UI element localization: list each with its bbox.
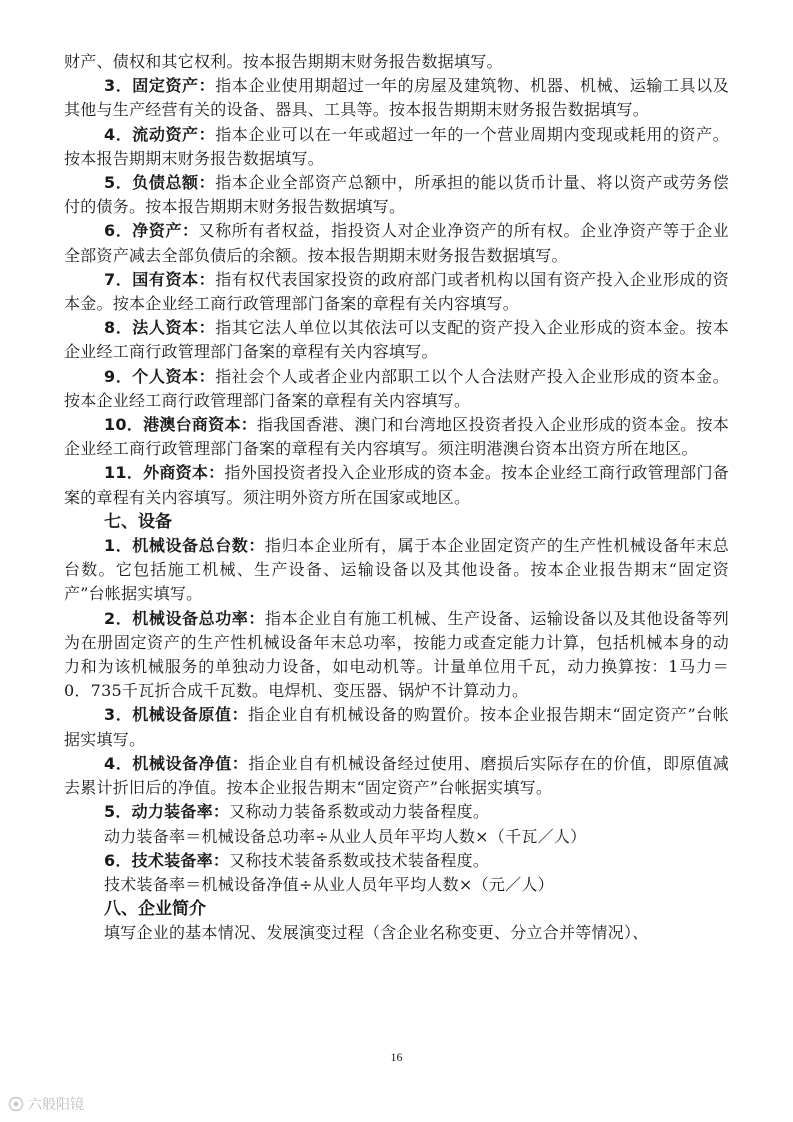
paragraph-text: 指本企业可以在一年或超过一年的一个营业周期内变现或耗用的资产。按本报告期期末财务报告数据填写。 bbox=[64, 124, 729, 168]
paragraph-text: 指归本企业所有，属于本企业固定资产的生产性机械设备年末总台数。它包括施工机械、生产设备、运输设备以及其他设备。按本企业报告期末“固定资产”台帐据实填写。 bbox=[64, 536, 729, 604]
formula-tech-equipment-rate: 技术装备率＝机械设备净值÷从业人员年平均人数×（元／人） bbox=[104, 874, 554, 894]
watermark-text: 六般阳镜 bbox=[28, 1097, 84, 1113]
paragraph-text: 指企业自有机械设备经过使用、磨损后实际存在的价值，即原值减去累计折旧后的净值。按本企业报告期末“固定资产”台帐据实填写。 bbox=[64, 753, 729, 798]
paragraph-text: 指企业自有机械设备的购置价。按本企业报告期末“固定资产”台帐据实填写。 bbox=[64, 705, 729, 749]
term-label: 9．个人资本： bbox=[104, 366, 216, 386]
watermark-logo-icon bbox=[8, 1096, 24, 1112]
page-number: 16 bbox=[390, 1050, 403, 1064]
paragraph-fixed-assets bbox=[64, 74, 729, 122]
term-label: 3．机械设备原值： bbox=[104, 705, 249, 725]
paragraph-text: 又称动力装备系数或动力装备程度。 bbox=[229, 802, 490, 822]
section-heading-company-profile: 八、企业简介 bbox=[104, 899, 206, 920]
term-label: 4．流动资产： bbox=[104, 124, 216, 144]
paragraph-net-assets bbox=[64, 219, 729, 267]
paragraph-equipment-count bbox=[64, 534, 729, 607]
paragraph-text: 指本企业自有施工机械、生产设备、运输设备以及其他设备等列为在册固定资产的生产性机械设备年末总功率，按能力或查定能力计算，包括机械本身的动力和为该机械服务的单独动力设备，如电动机等。计量单位用千瓦，动力换算按：1马力＝0．735千瓦折合成千瓦数。电焊机、变压器、锅炉不计算动力。 bbox=[64, 608, 729, 701]
paragraph-text: 指本企业使用期超过一年的房屋及建筑物、机器、机械、运输工具以及其他与生产经营有关的设备、器具、工具等。按本报告期期末财务报告数据填写。 bbox=[64, 76, 729, 120]
paragraph-state-capital bbox=[64, 268, 729, 316]
paragraph-hk-macao-taiwan-capital bbox=[64, 413, 729, 461]
paragraph-foreign-capital bbox=[64, 461, 729, 509]
paragraph-text: 指有权代表国家投资的政府部门或者机构以国有资产投入企业形成的资本金。按本企业经工商行政管理部门备案的章程有关内容填写。 bbox=[64, 269, 729, 314]
paragraph-equipment-original-value bbox=[64, 703, 729, 751]
paragraph-equipment-power bbox=[64, 607, 729, 704]
paragraph-legal-person-capital bbox=[64, 316, 729, 364]
paragraph-individual-capital bbox=[64, 365, 729, 413]
term-label: 6．净资产： bbox=[104, 221, 199, 241]
term-label: 8．法人资本： bbox=[104, 318, 216, 338]
paragraph-text: 指本企业全部资产总额中，所承担的能以货币计量、将以资产或劳务偿付的债务。按本报告期期末财务报告数据填写。 bbox=[64, 173, 729, 217]
paragraph-continuation bbox=[64, 50, 729, 74]
paragraph-text: 又称技术装备系数或技术装备程度。 bbox=[229, 850, 490, 870]
paragraph-text: 财产、债权和其它权利。按本报告期期末财务报告数据填写。 bbox=[64, 52, 503, 71]
paragraph-tech-equipment-rate bbox=[64, 849, 729, 873]
paragraph-total-liabilities bbox=[64, 171, 729, 219]
formula-power-equipment-rate: 动力装备率＝机械设备总功率÷从业人员年平均人数×（千瓦／人） bbox=[104, 826, 587, 846]
paragraph-text: 指社会个人或者企业内部职工以个人合法财产投入企业形成的资本金。按本企业经工商行政管理部门备案的章程有关内容填写。 bbox=[64, 366, 729, 410]
paragraph-text: 指我国香港、澳门和台湾地区投资者投入企业形成的资本金。按本企业经工商行政管理部门备案的章程有关内容填写。须注明港澳台资本出资方所在地区。 bbox=[64, 415, 729, 459]
term-label: 5．负债总额： bbox=[104, 173, 216, 193]
term-label: 11．外商资本： bbox=[104, 463, 225, 483]
term-label: 4．机械设备净值： bbox=[104, 753, 249, 773]
paragraph-power-equipment-rate bbox=[64, 800, 729, 824]
term-label: 7．国有资本： bbox=[104, 269, 216, 289]
paragraph-text: 指其它法人单位以其依法可以支配的资产投入企业形成的资本金。按本企业经工商行政管理部门备案的章程有关内容填写。 bbox=[64, 318, 729, 362]
term-label: 3．固定资产： bbox=[104, 76, 216, 96]
paragraph-text: 指外国投资者投入企业形成的资本金。按本企业经工商行政管理部门备案的章程有关内容填写。须注明外资方所在国家或地区。 bbox=[64, 463, 729, 507]
section-heading-equipment: 七、设备 bbox=[104, 511, 172, 532]
paragraph-company-profile: 填写企业的基本情况、发展演变过程（含企业名称变更、分立合并等情况）、 bbox=[104, 923, 649, 943]
term-label: 5．动力装备率： bbox=[104, 802, 230, 822]
term-label: 6．技术装备率： bbox=[104, 850, 230, 870]
paragraph-equipment-net-value bbox=[64, 752, 729, 800]
term-label: 1．机械设备总台数： bbox=[104, 536, 265, 556]
paragraph-current-assets bbox=[64, 123, 729, 171]
watermark bbox=[8, 1094, 84, 1114]
term-label: 10．港澳台商资本： bbox=[104, 415, 257, 435]
term-label: 2．机械设备总功率： bbox=[104, 608, 265, 628]
document-page bbox=[64, 50, 729, 1050]
paragraph-text: 又称所有者权益，指投资人对企业净资产的所有权。企业净资产等于企业全部资产减去全部负债后的余额。按本报告期期末财务报告数据填写。 bbox=[64, 221, 729, 265]
